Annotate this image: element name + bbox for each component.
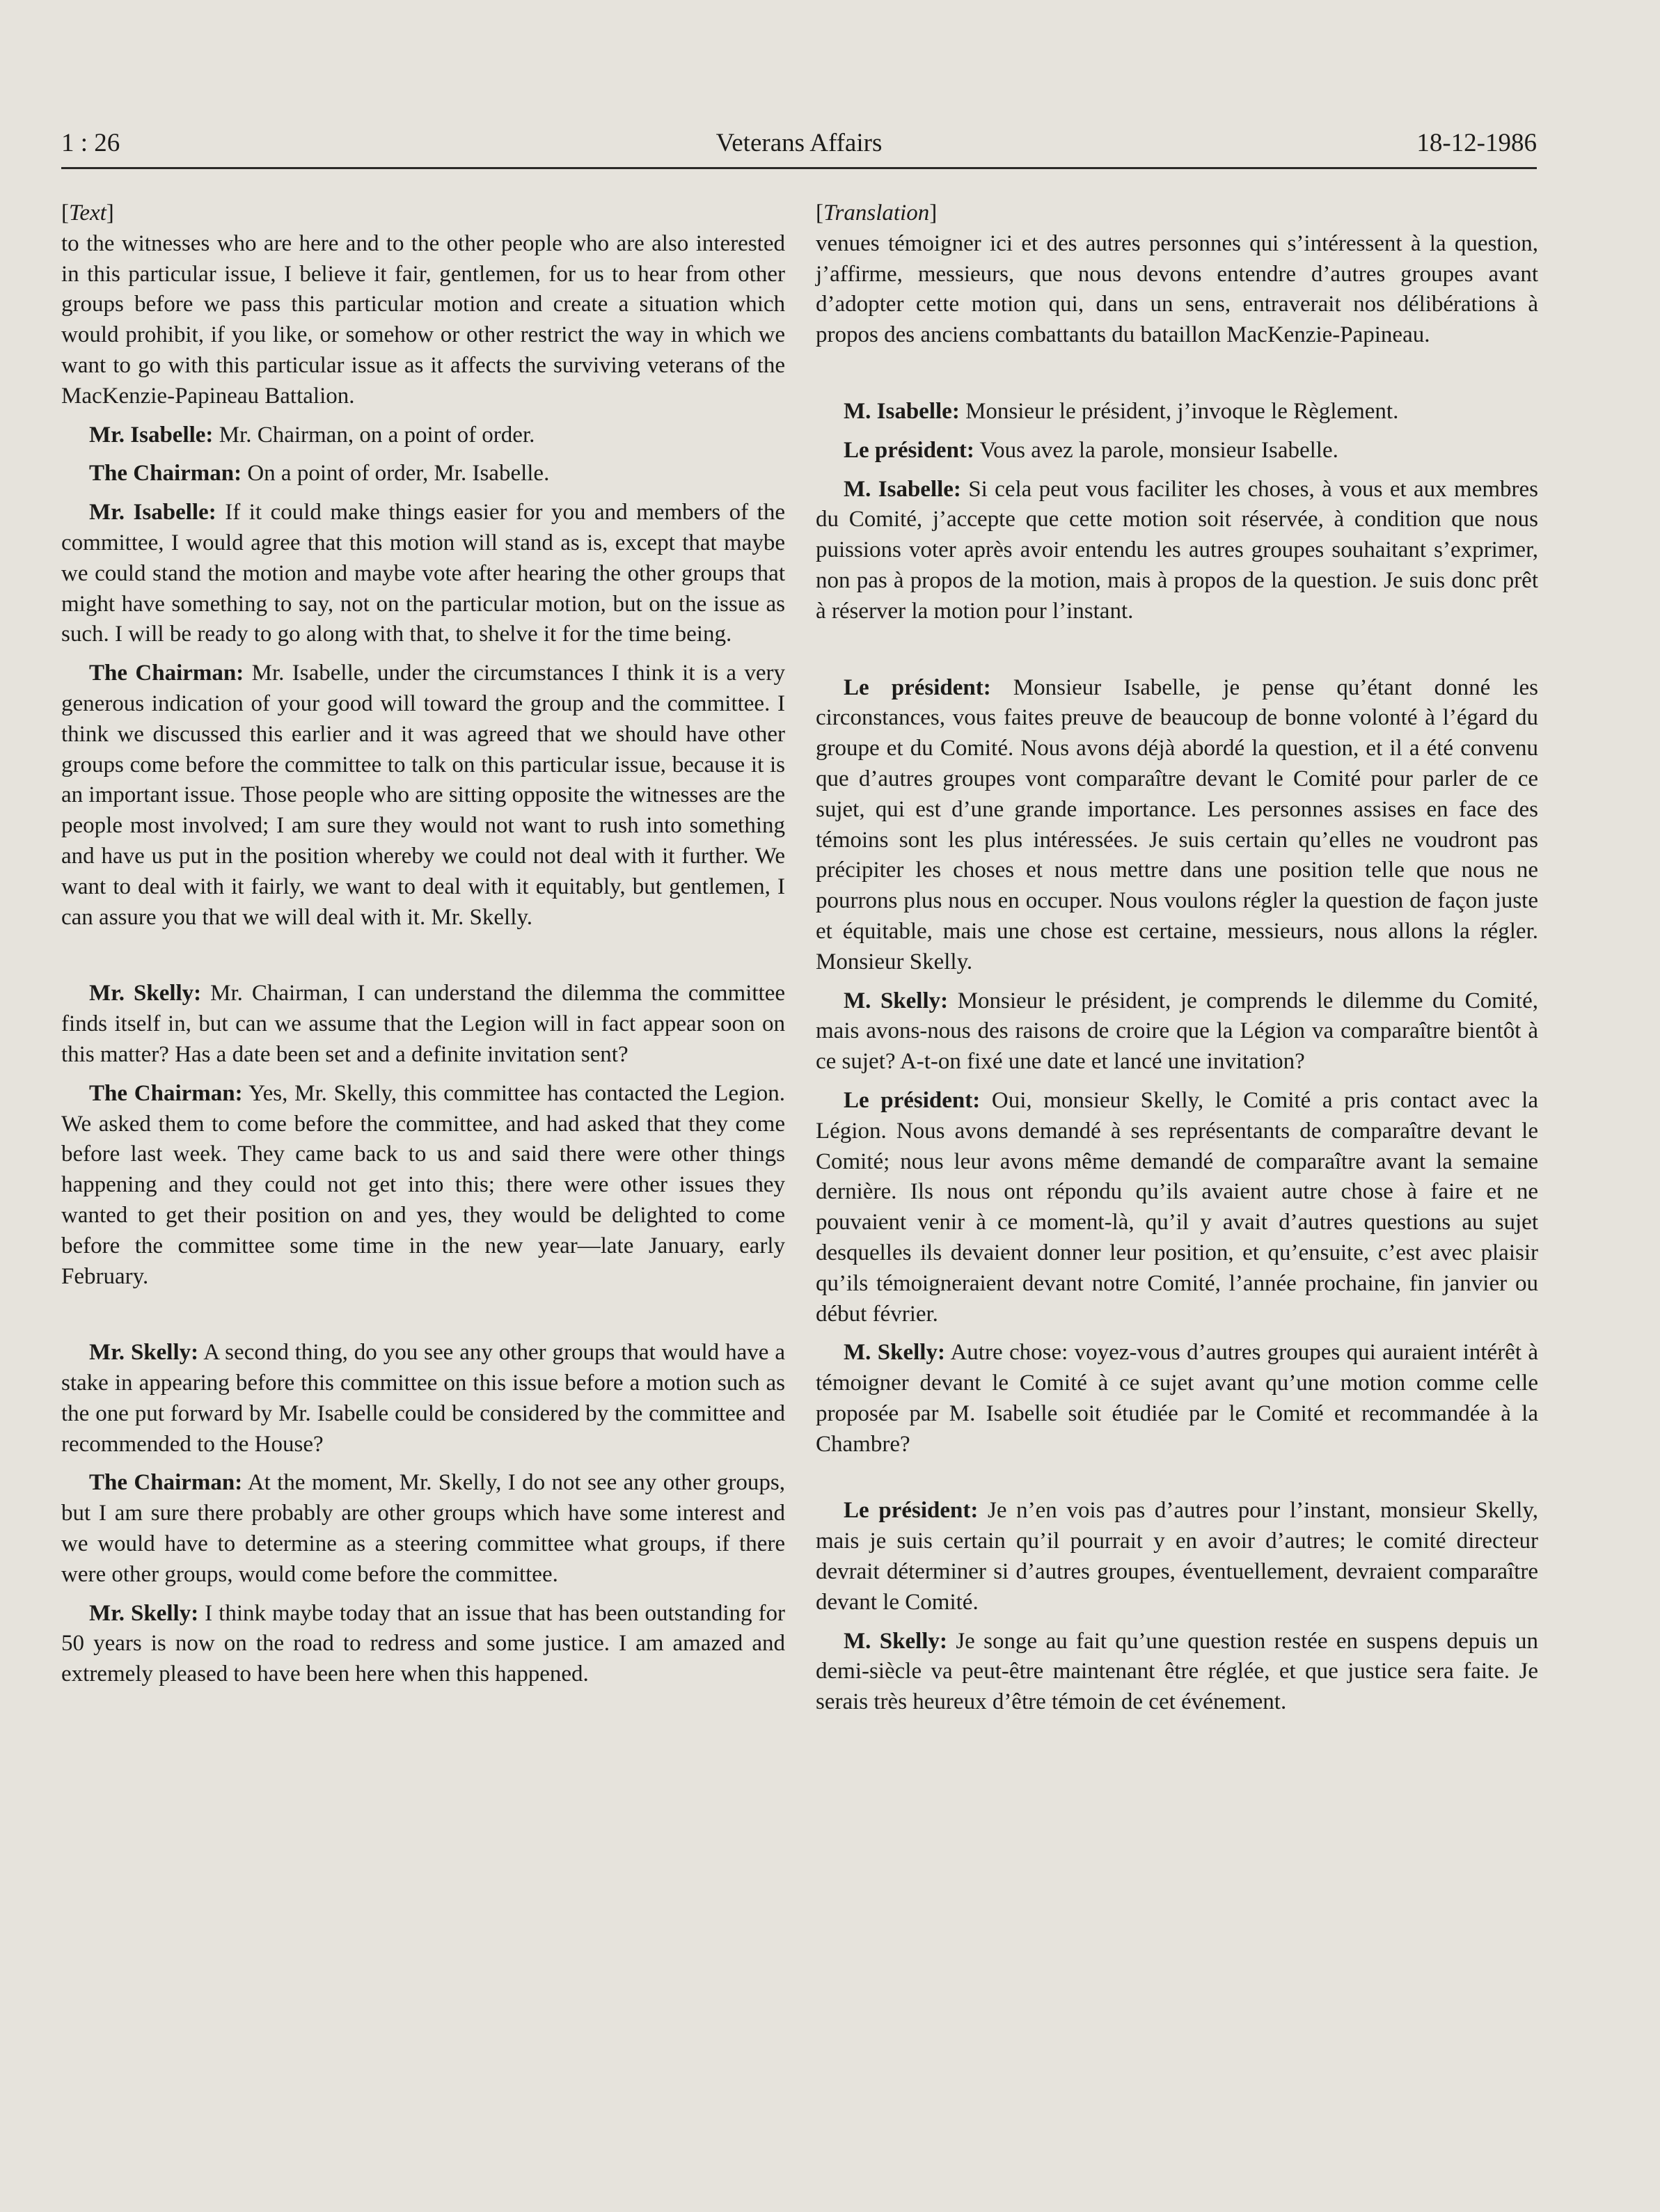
speech-text: A second thing, do you see any other groups that would have a stake in appearing before this committee on this issue before a motion such as the one put forward by Mr. Isabelle could be considered by the committee and recommended to the House? <box>61 1340 785 1457</box>
speaker-name: The Chairman: <box>89 661 244 686</box>
speech-paragraph <box>816 397 1538 427</box>
speech-paragraph <box>61 420 785 451</box>
speaker-name: M. Isabelle: <box>844 476 961 502</box>
speech-paragraph <box>816 475 1538 627</box>
speech-paragraph <box>816 1627 1538 1718</box>
speaker-name: Le président: <box>844 1087 981 1113</box>
speech-text: Je songe au fait qu’une question restée en suspens depuis un demi-siècle va peut-être maintenant être réglée, et que justice sera faite. Je serais très heureux d’être témoin de cet événement. <box>816 1628 1539 1715</box>
speech-text: Monsieur le président, je comprends le dilemme du Comité, mais avons-nous des raisons de croire que la Légion va comparaître bientôt à ce sujet? A-t-on fixé une date et lancé une invitation? <box>816 988 1538 1075</box>
speaker-name: Mr. Isabelle: <box>89 500 216 526</box>
speech-paragraph <box>61 498 785 650</box>
speech-paragraph <box>61 1338 785 1460</box>
column-tag: [Text] <box>61 200 114 226</box>
speech-paragraph <box>61 658 785 933</box>
speech-text: venues témoigner ici et des autres personnes qui s’intéressent à la question, j’affirme, messieurs, que nous devons entendre d’autres groupes avant d’adopter cette motion qui, dans un sens, entraverait nos délibérations à propos des anciens combattants du bataillon MacKenzie-Papineau. <box>816 230 1538 348</box>
speech-text: to the witnesses who are here and to the other people who are also interested in this particular issue, I believe it fair, gentlemen, for us to hear from other groups before we pass this particular motion and create a situation which would prohibit, if you like, or somehow or other restrict the way in which we want to go with this particular issue as it affects the surviving veterans of the MacKenzie-Papineau Battalion. <box>61 230 785 409</box>
speech-paragraph <box>61 1599 785 1690</box>
session-date: 18-12-1986 <box>1416 129 1537 157</box>
running-header <box>61 124 1537 169</box>
speech-text: I think maybe today that an issue that has been outstanding for 50 years is now on the road to redress and some justice. I am amazed and extremely pleased to have been here when this happened. <box>61 1600 785 1687</box>
french-column <box>816 198 1538 1718</box>
speech-text: Je n’en vois pas d’autres pour l’instant, monsieur Skelly, mais je suis certain qu’il pourrait y en avoir d’autres; le comité directeur devrait déterminer si d’autres groupes, éventuellement, devraient comparaître devant le Comité. <box>816 1498 1538 1615</box>
speech-paragraph <box>816 1338 1538 1460</box>
speaker-name: Le président: <box>844 437 974 463</box>
speaker-name: The Chairman: <box>89 1470 243 1496</box>
speech-text: Oui, monsieur Skelly, le Comité a pris contact avec la Légion. Nous avons demandé à ses représentants de comparaître devant le Comité; nous leur avons même demandé de comparaître avant la semaine dernière. Ils nous ont répondu qu’ils avaient autre chose à faire et ne pouvaient venir à ce moment-là, qu’il y avait d’autres questions au sujet desquelles ils devaient donner leur position, et qu’ensuite, c’est avec plaisir qu’ils témoigneraient devant notre Comité, l’année prochaine, fin janvier ou début février. <box>816 1087 1538 1327</box>
speaker-name: Le président: <box>844 674 991 700</box>
speech-text: Yes, Mr. Skelly, this committee has contacted the Legion. We asked them to come before the committee, and had asked that they come before last week. They came back to us and said there were other things happening and they could not get into this; there were other issues they wanted to get their position on and yes, they would be delighted to come before the committee some time in the new year—late January, early February. <box>61 1080 785 1289</box>
page-number: 1 : 26 <box>61 129 120 157</box>
speaker-name: M. Skelly: <box>844 988 949 1013</box>
speech-paragraph <box>816 673 1538 978</box>
english-column <box>61 198 785 1690</box>
speech-text: On a point of order, Mr. Isabelle. <box>242 461 550 487</box>
speech-paragraph <box>816 986 1538 1077</box>
speech-text: Monsieur le président, j’invoque le Règlement. <box>959 398 1399 424</box>
speech-text: Mr. Chairman, on a point of order. <box>213 422 535 448</box>
speech-paragraph <box>816 1496 1538 1618</box>
speech-paragraph <box>61 1468 785 1590</box>
speech-text: Mr. Chairman, I can understand the dilemma the committee finds itself in, but can we assume that the Legion will in fact appear soon on this matter? Has a date been set and a definite invitation sent? <box>61 981 785 1067</box>
speaker-name: M. Isabelle: <box>844 398 960 424</box>
speech-text: At the moment, Mr. Skelly, I do not see any other groups, but I am sure there probably are other groups which have some interest and we would have to determine as a steering committee what groups, if there were other groups, would come before the committee. <box>61 1470 785 1587</box>
speaker-name: Mr. Skelly: <box>89 1340 199 1366</box>
speech-paragraph <box>61 1079 785 1293</box>
speech-paragraph <box>816 229 1538 351</box>
speech-paragraph <box>61 979 785 1070</box>
speaker-name: Mr. Skelly: <box>89 1600 199 1626</box>
speech-paragraph <box>61 459 785 489</box>
speech-text: If it could make things easier for you and members of the committee, I would agree that this motion will stand as is, except that maybe we could stand the motion and maybe vote after hearing the other groups that might have something to say, not on the particular motion, but on the issue as such. I will be ready to go along with that, to shelve it for the time being. <box>61 500 785 647</box>
speech-text: Monsieur Isabelle, je pense qu’étant donné les circonstances, vous faites preuve de beaucoup de bonne volonté à l’égard du groupe et du Comité. Nous avons déjà abordé la question, et il a été convenu que d’autres groupes vont comparaître devant le Comité pour parler de ce sujet, qui est d’une grande importance. Les personnes assises en face des témoins sont les plus intéressées. Je suis certain qu’elles ne voudront pas précipiter les choses et nous mettre dans une position telle que nous ne pourrons plus nous en occuper. Nous voulons régler la question de façon juste et équitable, mais une chose est certaine, messieurs, nous allons la régler. Monsieur Skelly. <box>816 674 1538 974</box>
speech-paragraph <box>61 229 785 412</box>
speech-text: Vous avez la parole, monsieur Isabelle. <box>974 437 1338 463</box>
speaker-name: The Chairman: <box>89 1080 243 1106</box>
speaker-name: Mr. Isabelle: <box>89 422 214 448</box>
column-tag: [Translation] <box>816 200 938 226</box>
speaker-name: M. Skelly: <box>844 1340 945 1366</box>
speech-text: Autre chose: voyez-vous d’autres groupes qui auraient intérêt à témoigner devant le Comité à ce sujet avant qu’une motion comme celle proposée par M. Isabelle soit étudiée par le Comité et recommandée à la Chambre? <box>816 1340 1538 1457</box>
speaker-name: M. Skelly: <box>844 1628 947 1654</box>
running-title: Veterans Affairs <box>716 129 883 157</box>
speech-text: Si cela peut vous faciliter les choses, à vous et aux membres du Comité, j’accepte que cette motion soit réservée, à condition que nous puissions voter après avoir entendu les autres groupes souhaitant s’exprimer, non pas à propos de la motion, mais à propos de la question. Je suis donc prêt à réserver la motion pour l’instant. <box>816 476 1538 624</box>
speech-paragraph <box>816 436 1538 466</box>
speaker-name: Le président: <box>844 1498 979 1524</box>
speech-paragraph <box>816 1086 1538 1329</box>
speech-text: Mr. Isabelle, under the circumstances I think it is a very generous indication of your good will toward the group and the committee. I think we discussed this earlier and it was agreed that we should have other groups come before the committee to talk on this particular issue, because it is an important issue. Those people who are sitting opposite the witnesses are the people most involved; I am sure they would not want to rush into something and have us put in the position whereby we could not deal with it further. We want to deal with it fairly, we want to deal with it equitably, but gentlemen, I can assure you that we will deal with it. Mr. Skelly. <box>61 661 785 930</box>
speaker-name: Mr. Skelly: <box>89 981 202 1006</box>
speaker-name: The Chairman: <box>89 461 242 487</box>
